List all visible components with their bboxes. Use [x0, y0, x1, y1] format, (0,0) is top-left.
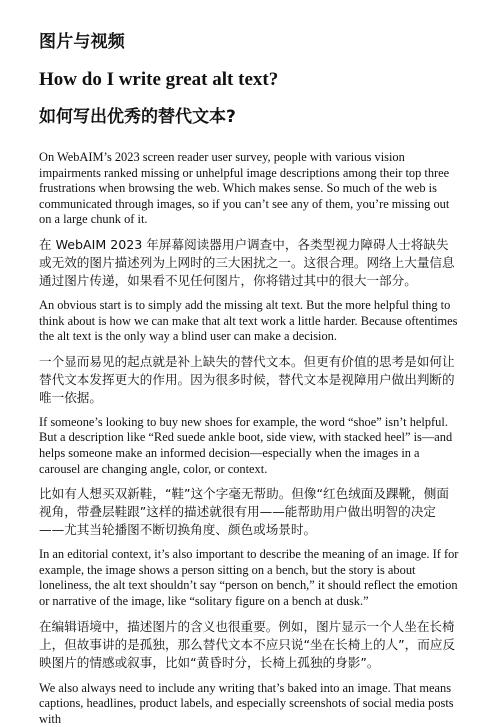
- paragraph-zh-4: 在编辑语境中，描述图片的含义也很重要。例如，图片显示一个人坐在长椅上，但故事讲的是孤独，那么替代文本不应只说“坐在长椅上的人”，而应反映图片的情感或叙事，比如“黄昏时分，长椅上孤独的身影”。: [39, 618, 460, 672]
- paragraph-zh-3: 比如有人想买双新鞋，“鞋”这个字毫无帮助。但像“红色绒面及踝靴，侧面视角，带叠层鞋跟”这样的描述就很有用——能帮助用户做出明智的决定——尤其当轮播图不断切换角度、颜色或场景时。: [39, 485, 460, 539]
- paragraph-zh-1: 在 WebAIM 2023 年屏幕阅读器用户调查中，各类型视力障碍人士将缺失或无效的图片描述列为上网时的三大困扰之一。这很合理。网络上大量信息通过图片传递，如果看不见任何图片，你将错过其中的很大一部分。: [39, 236, 460, 290]
- paragraph-en-4: In an editorial context, it’s also important to describe the meaning of an image. If for example, the image shows a person sitting on a bench, but the story is about loneliness, the alt text shouldn’t say “person on bench,” it should reflect the emotion or narrative of the image, like “solitary figure on a bench at dusk.”: [39, 547, 460, 609]
- section-title: 图片与视频: [39, 31, 460, 53]
- heading-english: How do I write great alt text?: [39, 68, 460, 92]
- paragraph-en-2: An obvious start is to simply add the missing alt text. But the more helpful thing to think about is how we can make that alt text work a little harder. Because oftentimes the alt text is the only way a blind user can make a decision.: [39, 298, 460, 345]
- paragraph-en-1: On WebAIM’s 2023 screen reader user survey, people with various vision impairments ranked missing or unhelpful image descriptions among their top three frustrations when browsing the web. Which makes sense. So much of the web is communicated through images, so if you can’t see any of them, you’re missing out on a large chunk of it.: [39, 150, 460, 228]
- paragraph-zh-2: 一个显而易见的起点就是补上缺失的替代文本。但更有价值的思考是如何让替代文本发挥更大的作用。因为很多时候，替代文本是视障用户做出判断的唯一依据。: [39, 353, 460, 407]
- paragraph-en-3: If someone’s looking to buy new shoes for example, the word “shoe” isn’t helpful. But a description like “Red suede ankle boot, side view, with stacked heel” is—and helps someone make an informed decision—especially when the images in a carousel are changing angle, color, or context.: [39, 415, 460, 477]
- heading-chinese: 如何写出优秀的替代文本?: [39, 106, 460, 128]
- paragraph-en-5: We also always need to include any writing that’s baked into an image. That means captions, headlines, product labels, and especially screenshots of social media posts with: [39, 681, 460, 727]
